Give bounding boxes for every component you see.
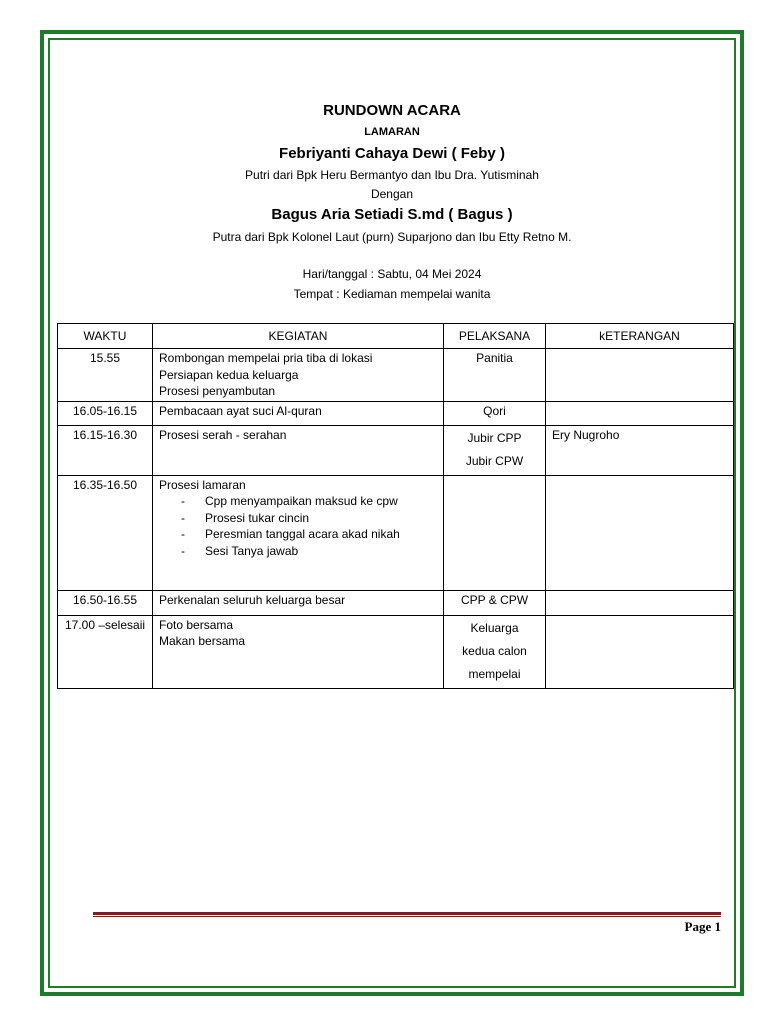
- cell-keterangan: [546, 401, 734, 425]
- kegiatan-line: Prosesi serah - serahan: [159, 427, 287, 442]
- dash-bullet-icon: -: [181, 543, 185, 558]
- connector-text: Dengan: [370, 187, 414, 201]
- sub-activity-text: Peresmian tanggal acara akad nikah: [205, 527, 400, 541]
- table-row: [58, 590, 734, 615]
- kegiatan-line: Prosesi lamaran: [159, 477, 246, 492]
- table-row: [58, 475, 734, 590]
- sub-activity-text: Cpp menyampaikan maksud ke cpw: [205, 494, 398, 508]
- table-body: [58, 349, 734, 689]
- header-keterangan: kETERANGAN: [546, 324, 734, 349]
- rundown-table: [57, 323, 734, 689]
- table-row: [58, 401, 734, 425]
- cell-kegiatan: [153, 475, 444, 590]
- header-pelaksana: PELAKSANA: [444, 324, 546, 349]
- pelaksana-line: Keluarga: [470, 620, 519, 635]
- cell-kegiatan: [153, 590, 444, 615]
- pelaksana-line: Panitia: [476, 351, 513, 365]
- page-number: Page 1: [684, 919, 721, 934]
- sub-activity-item: [181, 510, 437, 527]
- footer-rule-thin: [93, 916, 721, 917]
- kegiatan-line: Rombongan mempelai pria tiba di lokasi: [159, 351, 373, 365]
- cell-waktu: 17.00 –selesaii: [58, 615, 153, 688]
- cell-waktu: 15.55: [58, 349, 153, 402]
- cell-kegiatan: [153, 401, 444, 425]
- header-kegiatan: KEGIATAN: [153, 324, 444, 349]
- sub-activity-item: [181, 543, 437, 560]
- place-line: Tempat : Kediaman mempelai wanita: [293, 287, 491, 301]
- cell-waktu: 16.50-16.55: [58, 590, 153, 615]
- document-title: RUNDOWN ACARA: [323, 102, 461, 119]
- dash-bullet-icon: -: [181, 527, 185, 541]
- sub-activity-text: Prosesi tukar cincin: [205, 510, 310, 525]
- cell-kegiatan: [153, 349, 444, 402]
- groom-parents: Putra dari Bpk Kolonel Laut (purn) Suparjono dan Ibu Etty Retno M.: [212, 230, 572, 244]
- cell-keterangan: [546, 615, 734, 688]
- sub-activity-text: Sesi Tanya jawab: [205, 543, 299, 558]
- cell-kegiatan: [153, 615, 444, 688]
- groom-name: Bagus Aria Setiadi S.md ( Bagus ): [271, 206, 513, 223]
- header-waktu: WAKTU: [58, 324, 153, 349]
- cell-pelaksana: [444, 425, 546, 475]
- cell-pelaksana: [444, 590, 546, 615]
- cell-keterangan: [546, 475, 734, 590]
- kegiatan-line: Persiapan kedua keluarga: [159, 367, 299, 382]
- kegiatan-line: Foto bersama: [159, 617, 234, 632]
- cell-keterangan: [546, 590, 734, 615]
- kegiatan-line: Prosesi penyambutan: [159, 384, 276, 398]
- table-header-row: [58, 324, 734, 349]
- pelaksana-line: kedua calon: [462, 643, 527, 658]
- sub-activity-item: [181, 493, 437, 510]
- kegiatan-line: Pembacaan ayat suci Al-quran: [159, 403, 322, 418]
- pelaksana-line: CPP & CPW: [460, 592, 529, 607]
- cell-waktu: 16.35-16.50: [58, 475, 153, 590]
- dash-bullet-icon: -: [181, 494, 185, 508]
- cell-kegiatan: [153, 425, 444, 475]
- bride-parents: Putri dari Bpk Heru Bermantyo dan Ibu Dra. Yutisminah: [245, 168, 539, 182]
- cell-pelaksana: [444, 475, 546, 590]
- dash-bullet-icon: -: [181, 510, 185, 525]
- date-line: Hari/tanggal : Sabtu, 04 Mei 2024: [302, 267, 482, 281]
- table-row: [58, 615, 734, 688]
- pelaksana-line: mempelai: [468, 666, 521, 681]
- kegiatan-line: Makan bersama: [159, 634, 246, 648]
- table-row: [58, 425, 734, 475]
- document-subtitle: LAMARAN: [364, 126, 420, 138]
- table-row: [58, 349, 734, 402]
- kegiatan-line: Perkenalan seluruh keluarga besar: [159, 592, 346, 607]
- pelaksana-line: Jubir CPP: [467, 430, 522, 445]
- pelaksana-line: Jubir CPW: [465, 453, 524, 468]
- cell-waktu: 16.15-16.30: [58, 425, 153, 475]
- sub-activity-item: [181, 526, 437, 543]
- cell-waktu: 16.05-16.15: [58, 401, 153, 425]
- pelaksana-line: Qori: [483, 403, 506, 418]
- cell-pelaksana: [444, 401, 546, 425]
- footer-rule-thick: [93, 912, 721, 915]
- bride-name: Febriyanti Cahaya Dewi ( Feby ): [279, 145, 505, 162]
- cell-pelaksana: [444, 615, 546, 688]
- sub-activity-list: [159, 493, 437, 559]
- cell-keterangan: [546, 349, 734, 402]
- cell-pelaksana: [444, 349, 546, 402]
- cell-keterangan: Ery Nugroho: [546, 425, 734, 475]
